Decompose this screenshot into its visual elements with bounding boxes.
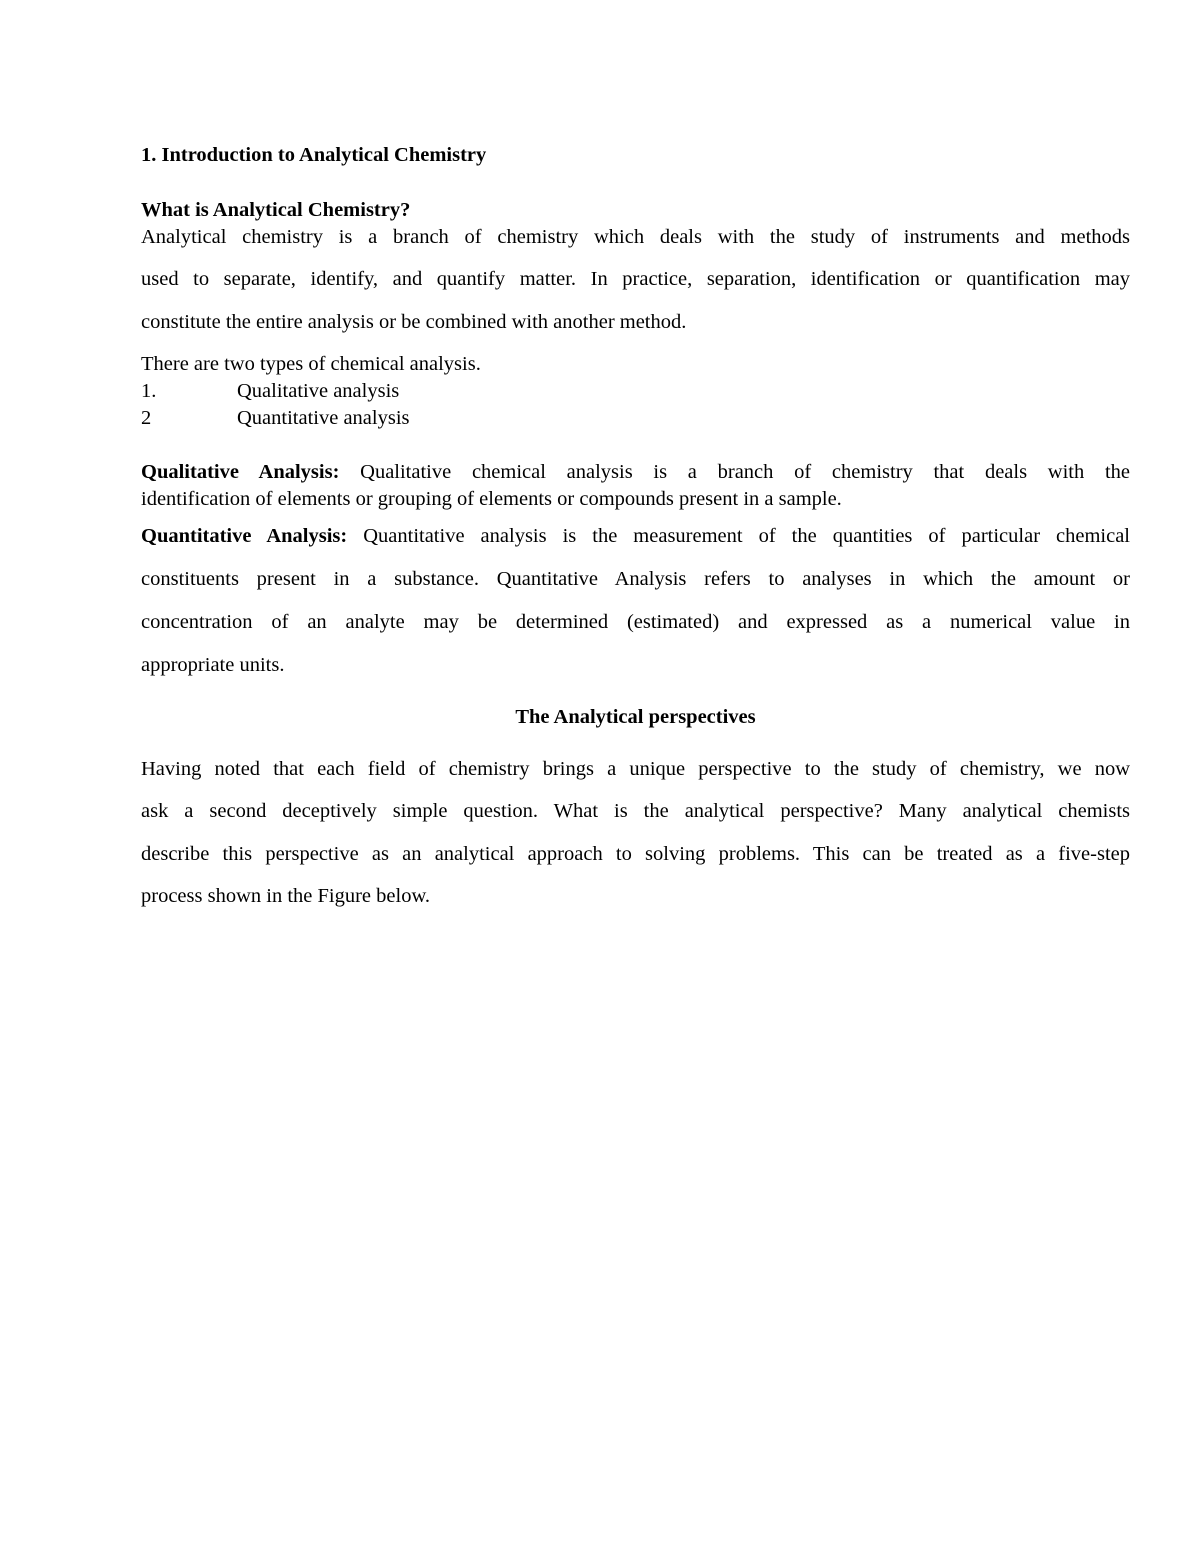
- document-title: 1. Introduction to Analytical Chemistry: [141, 144, 487, 166]
- types-intro: There are two types of chemical analysis.: [141, 353, 481, 375]
- qualitative-line-2: identification of elements or grouping of elements or compounds present in a sample.: [141, 488, 842, 510]
- quantitative-line-4: appropriate units.: [141, 654, 285, 676]
- perspectives-line-3: describe this perspective as an analytical approach to solving problems. This can be treated as a five-step: [141, 843, 1130, 865]
- intro-line-1: Analytical chemistry is a branch of chemistry which deals with the study of instruments and methods: [141, 226, 1130, 248]
- quantitative-line-2: constituents present in a substance. Quantitative Analysis refers to analyses in which the amount or: [141, 568, 1130, 590]
- list-number-2: 2: [141, 407, 152, 429]
- perspectives-line-2: ask a second deceptively simple question. What is the analytical perspective? Many analytical chemists: [141, 800, 1130, 822]
- perspectives-line-1: Having noted that each field of chemistry brings a unique perspective to the study of chemistry, we now: [141, 758, 1130, 780]
- list-number-1: 1.: [141, 380, 157, 402]
- intro-line-2: used to separate, identify, and quantify matter. In practice, separation, identification or quantification may: [141, 268, 1130, 290]
- quantitative-line-3: concentration of an analyte may be determined (estimated) and expressed as a numerical value in: [141, 611, 1130, 633]
- qualitative-text-1: Qualitative chemical analysis is a branch of chemistry that deals with the: [360, 461, 1131, 483]
- section-heading: What is Analytical Chemistry?: [141, 199, 411, 221]
- perspectives-line-4: process shown in the Figure below.: [141, 885, 431, 907]
- quantitative-line-1: [141, 525, 1130, 548]
- qualitative-line-1: [141, 461, 1130, 484]
- quantitative-label: Quantitative Analysis:: [141, 525, 348, 547]
- intro-line-3: constitute the entire analysis or be combined with another method.: [141, 311, 687, 333]
- list-item-2: Quantitative analysis: [237, 407, 410, 429]
- list-item-1: Qualitative analysis: [237, 380, 400, 402]
- perspectives-heading: The Analytical perspectives: [515, 706, 756, 728]
- quantitative-text-1: Quantitative analysis is the measurement of the quantities of particular chemical: [363, 525, 1130, 547]
- qualitative-label: Qualitative Analysis:: [141, 461, 340, 483]
